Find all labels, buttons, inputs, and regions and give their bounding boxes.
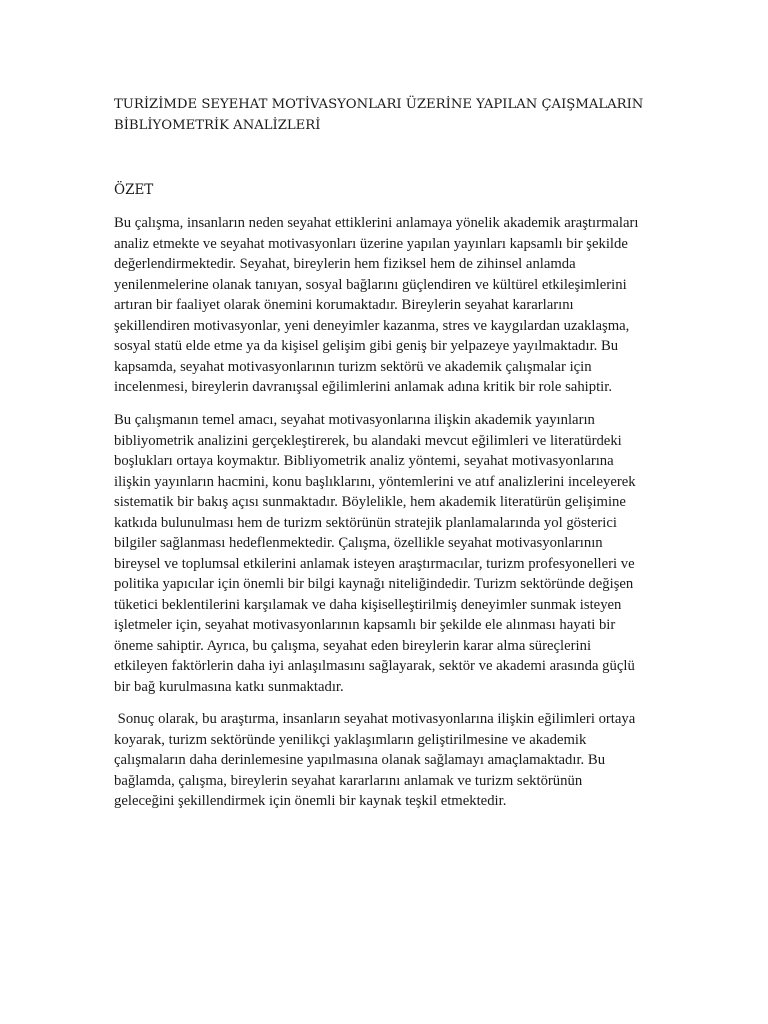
document-title <box>114 94 674 136</box>
paragraph-line: Bu çalışmanın temel amacı, seyahat motivasyonlarına ilişkin akademik yayınların <box>114 412 595 428</box>
abstract-heading: ÖZET <box>114 182 154 198</box>
title-line: BİBLİYOMETRİK ANALİZLERİ <box>114 118 321 133</box>
paragraph-line: değerlendirmektedir. Seyahat, bireylerin hem fiziksel hem de zihinsel anlamda <box>114 256 576 272</box>
paragraph-line: sosyal statü elde etme ya da kişisel gelişim gibi geniş bir yelpazeye yayılmaktadır. Bu <box>114 338 619 354</box>
paragraph-line: analiz etmekte ve seyahat motivasyonları üzerine yapılan yayınları kapsamlı bir şekilde <box>114 235 628 252</box>
paragraph-line: çalışmaların daha derinlemesine yapılmasına olanak sağlamayı amaçlamaktadır. Bu <box>114 752 606 768</box>
paragraph-line: incelenmesi, bireylerin davranışsal eğilimlerini anlamak adına kritik bir role sahiptir. <box>114 379 612 395</box>
paragraph-line: öneme sahiptir. Ayrıca, bu çalışma, seyahat eden bireylerin karar alma süreçlerini <box>114 637 592 654</box>
paragraph-line: bireysel ve toplumsal etkilerini anlamak isteyen araştırmacılar, turizm profesyonelleri ve <box>114 555 635 572</box>
paragraph-line: koyarak, turizm sektöründe yenilikçi yaklaşımların geliştirilmesine ve akademik <box>114 731 587 748</box>
abstract-paragraph-3 <box>114 709 654 812</box>
paragraph-line: etkileyen faktörlerin daha iyi anlaşılmasını sağlayarak, sektör ve akademi arasında güçlü <box>114 658 635 674</box>
paragraph-line: sistematik bir bakış açısı sunmaktadır. Böylelikle, hem akademik literatürün gelişimine <box>114 494 626 510</box>
paragraph-line: kapsamda, seyahat motivasyonlarının turizm sektörü ve akademik çalışmalar için <box>114 358 592 375</box>
paragraph-line: artıran bir faaliyet olarak önemini korumaktadır. Bireylerin seyahat kararlarını <box>114 297 574 313</box>
paragraph-line: yenilenmelerine olanak tanıyan, sosyal bağlarını güçlendiren ve kültürel etkileşimlerini <box>114 276 627 293</box>
abstract-paragraph-2 <box>114 410 654 697</box>
paragraph-line: tüketici beklentilerini karşılamak ve daha kişiselleştirilmiş deneyimler sunmak isteyen <box>114 596 622 613</box>
paragraph-line: geleceğini şekillendirmek için önemli bir kaynak teşkil etmektedir. <box>114 793 507 809</box>
paragraph-line: şekillendiren motivasyonlar, yeni deneyimler kazanma, stres ve kaygılardan uzaklaşma, <box>114 317 630 334</box>
paragraph-line: bağlamda, çalışma, bireylerin seyahat kararlarını anlamak ve turizm sektörünün <box>114 772 583 789</box>
paragraph-line: bir bağ kurulmasına katkı sunmaktadır. <box>114 678 344 695</box>
paragraph-line: bilgiler sağlanması hedeflenmektedir. Çalışma, özellikle seyahat motivasyonlarının <box>114 535 603 551</box>
paragraph-line: katkıda bulunulması hem de turizm sektörünün stratejik planlamalarında yol gösterici <box>114 514 617 531</box>
paragraph-line: boşlukları ortaya koymaktır. Bibliyometrik analiz yöntemi, seyahat motivasyonlarına <box>114 453 614 469</box>
title-line: TURİZİMDE SEYEHAT MOTİVASYONLARI ÜZERİNE YAPILAN ÇAIŞMALARIN <box>114 97 644 112</box>
paragraph-line: bibliyometrik analizini gerçekleştirerek, bu alandaki mevcut eğilimleri ve literatürdeki <box>114 432 622 449</box>
paragraph-line: Sonuç olarak, bu araştırma, insanların seyahat motivasyonlarına ilişkin eğilimleri ortaya <box>114 711 636 727</box>
paragraph-line: ilişkin yayınların hacmini, konu başlıklarını, yöntemlerini ve atıf analizlerini inceleyerek <box>114 473 636 490</box>
paragraph-line: Bu çalışma, insanların neden seyahat ettiklerini anlamaya yönelik akademik araştırmaları <box>114 215 639 231</box>
paragraph-line: işletmeler için, seyahat motivasyonlarının kapsamlı bir şekilde ele alınması hayati bir <box>114 617 616 633</box>
paragraph-line: politika yapıcılar için önemli bir bilgi kaynağı niteliğindedir. Turizm sektöründe değişen <box>114 576 634 592</box>
abstract-paragraph-1 <box>114 213 654 398</box>
